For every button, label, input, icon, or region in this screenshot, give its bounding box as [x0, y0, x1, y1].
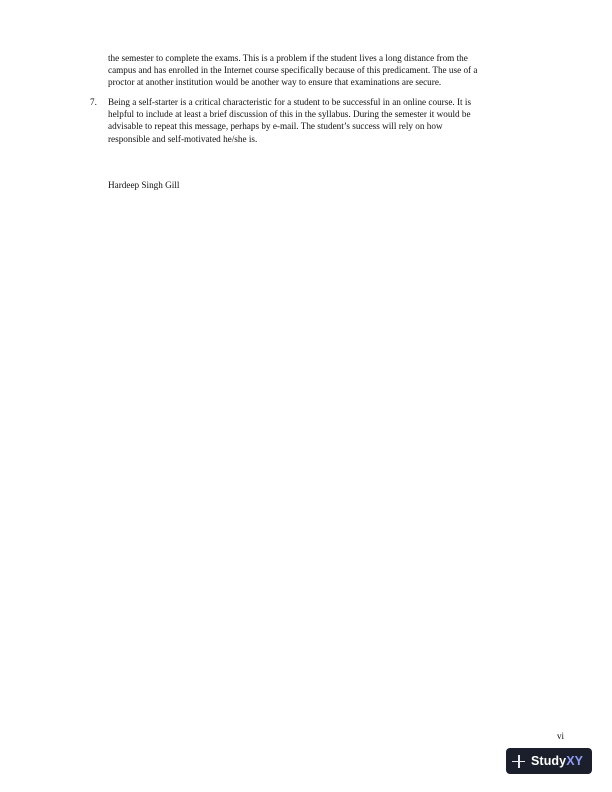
- brand-name-part1: Study: [531, 754, 567, 768]
- list-item-number: 7.: [90, 97, 97, 107]
- brand-name-part2: XY: [566, 754, 583, 768]
- paragraph-line: proctor at another institution would be another way to ensure that examinations are secure.: [108, 77, 442, 88]
- list-item-line: helpful to include at least a brief discussion of this in the syllabus. During the semester it would be: [108, 109, 471, 120]
- list-item-line: Being a self-starter is a critical characteristic for a student to be successful in an online course. It is: [108, 97, 472, 107]
- studyxy-watermark-badge[interactable]: [506, 748, 592, 774]
- page-number: vi: [557, 731, 565, 741]
- continuation-paragraph: [108, 52, 558, 89]
- paragraph-line: campus and has enrolled in the Internet course specifically because of this predicament. The use of a: [108, 65, 478, 76]
- paragraph-line: the semester to complete the exams. This is a problem if the student lives a long distance from the: [108, 53, 468, 63]
- list-item-line: advisable to repeat this message, perhaps by e-mail. The student’s success will rely on how: [108, 121, 443, 132]
- list-item-7: [90, 96, 558, 145]
- list-item-line: responsible and self-motivated he/she is.: [108, 133, 258, 144]
- author-signature: Hardeep Singh Gill: [108, 180, 180, 190]
- plus-icon: [512, 755, 525, 768]
